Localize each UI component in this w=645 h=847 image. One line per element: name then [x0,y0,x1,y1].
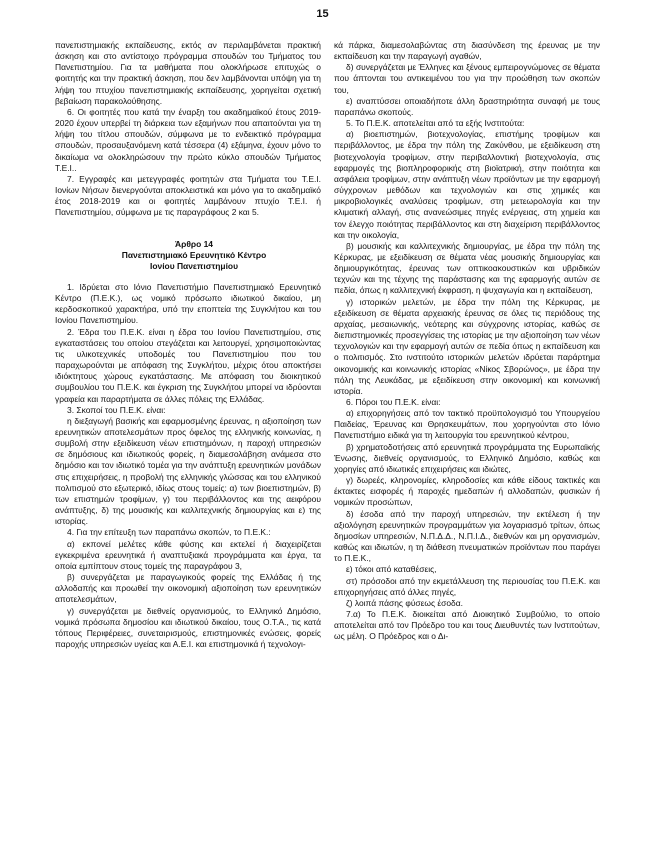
paragraph: ε) αναπτύσσει οποιαδήποτε άλλη δραστηριότητα συναφή με τους παραπάνω σκοπούς. [334,95,600,117]
paragraph: πανεπιστημιακής εκπαίδευσης, εκτός αν περιλαμβάνεται πρακτική άσκηση και στο αντίστοιχο πρόγραμμα σπουδών του Τμήματος του Πανεπιστημίου. Για τα μαθήματα που ολοκλήρωσε επιτυχώς ο φοιτητής και την πρακτική άσκηση, που δεν λαμβάνονται υπόψη για τη λήψη του πτυχίου πανεπιστημιακής εκπαίδευσης, χορηγείται σχετική βεβαίωση παρακολούθησης. [55,40,321,106]
paragraph: 4. Για την επίτευξη των παραπάνω σκοπών, το Π.Ε.Κ.: [67,527,271,538]
paragraph: δ) συνεργάζεται με Έλληνες και ξένους εμπειρογνώμονες σε θέματα που άπτονται του αντικειμένου του για την προώθηση των σκοπών του, [334,62,600,95]
right-column [334,40,600,642]
paragraph: β) συνεργάζεται με παραγωγικούς φορείς της Ελλάδας ή της αλλοδαπής και προωθεί την οικονομική αξιοποίηση των ερευνητικών αποτελεσμάτων, [55,572,321,605]
paragraph: ε) τόκοι από καταθέσεις, [346,564,437,575]
paragraph: 6. Πόροι του Π.Ε.Κ. είναι: [346,397,441,407]
paragraph: δ) έσοδα από την παροχή υπηρεσιών, την εκτέλεση ή την αξιολόγηση ερευνητικών προγραμμάτων για λογαριασμό τρίτων, όπως δημοσίων υπηρεσιών, Ν.Π.Δ.Δ., Ν.Π.Ι.Δ., διεθνών και μη οργανισμών, καθώς και ιδιωτών, η τη διάθεση πνευματικών προϊόντων που παράγει το Π.Ε.Κ., [334,508,600,564]
paragraph: 7.α) Το Π.Ε.Κ. διοικείται από Διοικητικό Συμβούλιο, το οποίο αποτελείται από τον Πρόεδρο του και τους Διευθυντές των Ινστιτούτων, ως μέλη. Ο Πρόεδρος και ο Δι- [334,608,600,642]
paragraph: β) χρηματοδοτήσεις από ερευνητικά προγράμματα της Ευρωπαϊκής Ένωσης, διεθνείς οργανισμούς, το Ελληνικό Δημόσιο, καθώς και χορηγίες από ιδιωτικές επιχειρήσεις και ιδιώτες, [334,441,600,474]
article-heading-number: Άρθρο 14 [175,238,213,249]
paragraph: β) μουσικής και καλλιτεχνικής δημιουργίας, με έδρα την πόλη της Κέρκυρας, με εξειδίκευση σε θέματα νέας μουσικής δημιουργίας και δημιουργικότητας, έρευνας των οπτικοακουστικών και υβριδικών τεχνών και της τέχνης της παράστασης και της εφαρμογής αυτών σε πεδία, όπως η καλλιτεχνική έκφραση, η ψυχαγωγία και η εκπαίδευση, [334,240,600,296]
paragraph: 6. Οι φοιτητές που κατά την έναρξη του ακαδημαϊκού έτους 2019-2020 έχουν υπερβεί τη διάρκεια των εξαμήνων που απαιτούνται για τη λήψη του τίτλου σπουδών, σύμφωνα με το ενδεικτικό πρόγραμμα σπουδών, προσαυξανόμενη κατά τέσσερα (4) εξάμηνα, έχουν μόνο το δικαίωμα να ολοκληρώσουν την πρώτο κύκλο σπουδών Τμήματος Τ.Ε.Ι.. [55,106,321,173]
paragraph: γ) ιστορικών μελετών, με έδρα την πόλη της Κέρκυρας, με εξειδίκευση σε θέματα αρχειακής έρευνας σε όλες τις περιόδους της αρχαίας, μεσαιωνικής, νεότερης και σύγχρονης ιστορίας, καθώς σε διεπιστημονικές προσεγγίσεις της ιστορίας με την αξιοποίηση των νέων τεχνολογιών και την εφαρμογή αυτών σε πεδία όπως η εκπαίδευση και ο πολιτισμός. Στο ινστιτούτο ιστορικών μελετών ιδρύεται παράρτημα οικονομικής και κοινωνικής ιστορίας «Νίκος Σβορώνος», με έδρα την πόλη της Λευκάδας, με εξειδίκευση στην οικονομική και κοινωνική ιστορία. [334,296,600,396]
paragraph: α) επιχορηγήσεις από τον τακτικό προϋπολογισμό του Υπουργείου Παιδείας, Έρευνας και Θρησκευμάτων, που χορηγούνται στο Ιόνιο Πανεπιστήμιο ειδικά για τη λειτουργία του ερευνητικού κέντρου, [334,408,600,441]
paragraph: 2. Έδρα του Π.Ε.Κ. είναι η έδρα του Ιονίου Πανεπιστημίου, στις εγκαταστάσεις του οποίου στεγάζεται και λειτουργεί, χρησιμοποιώντας τις υλικοτεχνικές υποδομές του Πανεπιστημίου που του παραχωρούνται με απόφαση της Συγκλήτου, μέχρις ότου αποκτήσει ιδιόκτητους χώρους εγκατάστασης. Με απόφαση του διοικητικού συμβουλίου του Π.Ε.Κ. και έγκριση της Συγκλήτου μπορεί να ιδρύονται γραφεία και παραρτήματα σε άλλες πόλεις της Ελλάδας. [55,326,321,404]
paragraph: στ) πρόσοδοι από την εκμετάλλευση της περιουσίας του Π.Ε.Κ. και επιχορηγήσεις από άλλες πηγές, [334,575,600,597]
paragraph: η διεξαγωγή βασικής και εφαρμοσμένης έρευνας, η αξιοποίηση των ερευνητικών αποτελεσμάτων προς όφελος της ελληνικής κοινωνίας, η συμβολή στην εξειδίκευση νέων επιστημόνων, η παροχή υπηρεσιών σε δημόσιους και ιδιωτικούς φορείς, η διαμεσολάβηση ανάμεσα στο δημόσιο και τον ιδιωτικό τομέα για την ανάπτυξη ερευνητικών μονάδων στις επιχειρήσεις, η προβολή της ελληνικής γλώσσας και του ελληνικού πολιτισμού στο εξωτερικό, ιδίως στους τομείς: α) των βιοεπιστημών, β) των επιστημών τροφίμων, γ) του περιβάλλοντος και της αειφόρου ανάπτυξης, δ) της μουσικής και καλλιτεχνικής δημιουργίας και ε) της ιστορίας. [55,415,321,527]
article-heading-title: Πανεπιστημιακό Ερευνητικό Κέντρο [121,249,267,260]
paragraph: 5. Το Π.Ε.Κ. αποτελείται από τα εξής Ινστιτούτα: [346,118,525,129]
paragraph: 7. Εγγραφές και μετεγγραφές φοιτητών στα Τμήματα του Τ.Ε.Ι. Ιονίων Νήσων διενεργούνται αποκλειστικά και μόνο για το ακαδημαϊκό έτος 2018-2019 και οι φοιτητές λαμβάνουν πτυχίο Τ.Ε.Ι. ή Πανεπιστημίου, σύμφωνα με τις παραγράφους 2 και 5. [55,173,321,218]
paragraph: α) εκπονεί μελέτες κάθε φύσης και εκτελεί ή διαχειρίζεται εγκεκριμένα ερευνητικά ή αναπτυξιακά προγράμματα και έργα, τα οποία εμπίπτουν στους τομείς της παραγράφου 3, [55,538,321,571]
paragraph: 1. Ιδρύεται στο Ιόνιο Πανεπιστήμιο Πανεπιστημιακό Ερευνητικό Κέντρο (Π.Ε.Κ.), ως νομικό πρόσωπο ιδιωτικού δικαίου, μη κερδοσκοπικού χαρακτήρα, υπό την εποπτεία της Συγκλήτου και του Ιονίου Πανεπιστημίου. [55,281,321,326]
paragraph: γ) συνεργάζεται με διεθνείς οργανισμούς, το Ελληνικό Δημόσιο, νομικά πρόσωπα δημοσίου και ιδιωτικού δικαίου, τους Ο.Τ.Α., τις κατά τόπους Περιφέρειες, συνεταιρισμούς, επιστημονικές ενώσεις, φορείς παροχής υπηρεσιών υγείας και Α.Ε.Ι. και επιστημονικά ή τεχνολογι- [55,605,321,649]
page-number: 15 [316,8,329,20]
article-heading-subtitle: Ιονίου Πανεπιστημίου [150,260,238,271]
paragraph: ζ) λοιπά πάσης φύσεως έσοδα. [346,597,463,608]
paragraph: κά πάρκα, διαμεσολαβώντας στη διασύνδεση της έρευνας με την εκπαίδευση και την παραγωγή αγαθών, [334,40,600,62]
left-column [55,40,321,650]
paragraph: γ) δωρεές, κληρονομίες, κληροδοσίες και κάθε είδους τακτικές και έκτακτες εισφορές ή παροχές ημεδαπών ή αλλοδαπών, φυσικών ή νομικών προσώπων, [334,475,600,508]
paragraph: α) βιοεπιστημών, βιοτεχνολογίας, επιστήμης τροφίμων και περιβάλλοντος, με έδρα την πόλη της Ζακύνθου, με εξειδίκευση στη βιοτεχνολογία τροφίμων, στην περιβαλλοντική βιοτεχνολογία, στις εφαρμογές της βιοπληροφορικής στη βιοϊατρική, στην ποιότητα και ασφάλεια τροφίμων, στην ανάπτυξη νέων προϊόντων με την εφαρμογή σύγχρονων μεθόδων και τεχνολογιών και στις χημικές και μικροβιολογικές αναλύσεις τροφίμων, στη μετεωρολογία και την κλιματική αλλαγή, στις ανανεώσιμες πηγές ενέργειας, στη χημεία και τον έλεγχο ποιότητας περιβάλλοντος και στη διαχείριση περιβάλλοντος και την οικολογία, [334,129,600,240]
paragraph: 3. Σκοποί του Π.Ε.Κ. είναι: [67,404,166,415]
